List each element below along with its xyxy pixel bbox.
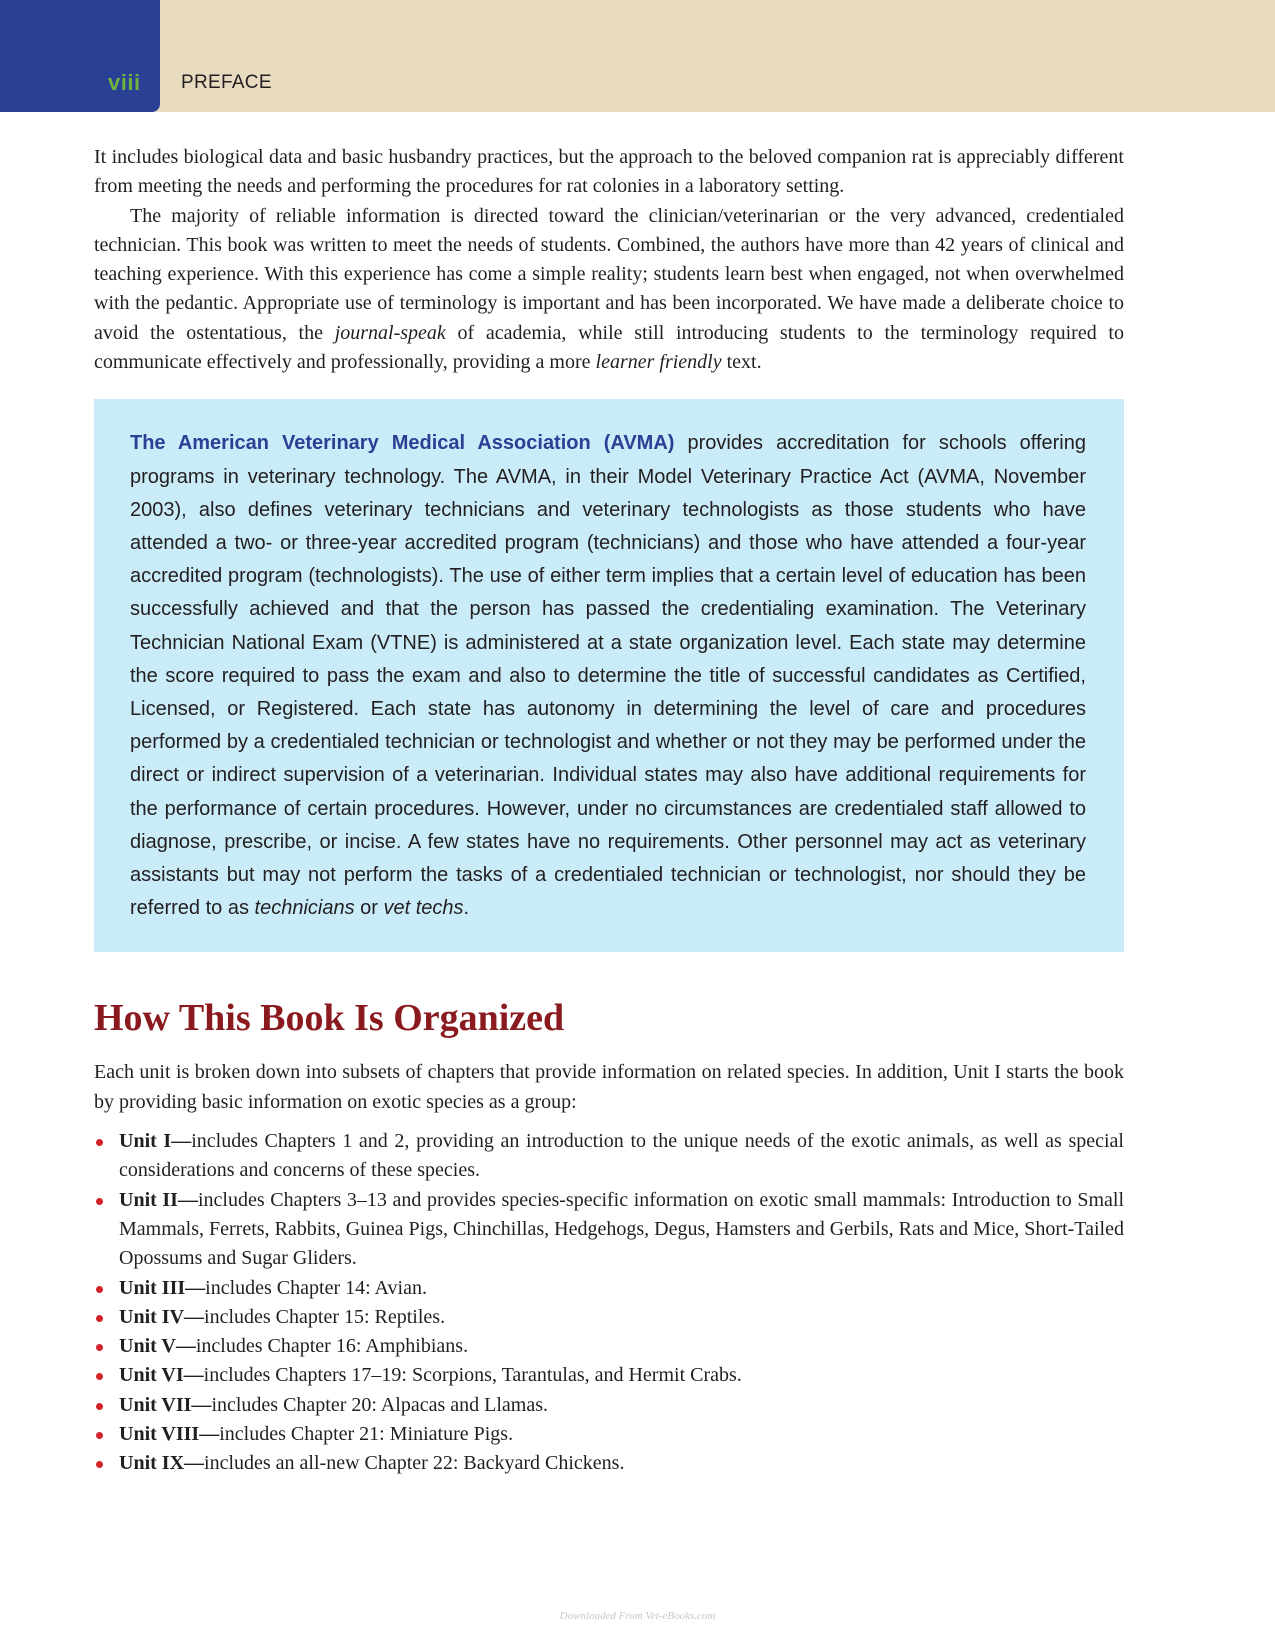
intro-p2-emphasis-2: learner friendly [595, 351, 722, 374]
unit-label: Unit IX— [119, 1452, 205, 1475]
callout-emphasis-1: technicians [254, 897, 355, 920]
list-item [94, 1332, 1124, 1361]
bullet-icon [96, 1344, 103, 1351]
list-item [94, 1420, 1124, 1449]
list-item [94, 1186, 1124, 1274]
header-bar [0, 0, 1275, 112]
unit-label: Unit I— [119, 1130, 192, 1153]
section-heading: How This Book Is Organized [94, 997, 565, 1040]
unit-text: includes Chapters 1 and 2, providing an introduction to the unique needs of the exotic animals, as well as special considerations and concerns of these species. [119, 1130, 1124, 1182]
unit-label: Unit VIII— [119, 1422, 220, 1445]
intro-p2-text-a: The majority of reliable information is directed toward the clinician/veterinarian or the very advanced, credentialed technician. This book was written to meet the needs of students. Combined, the authors have more than 42 years of clinical and teaching experience. With this experience has come a simple reality; students learn best when engaged, not when overwhelmed with the pedantic. Appropriate use of terminology is important and has been incorporated. We have made a deliberate choice to avoid the ostentatious, the [94, 204, 1124, 344]
bullet-icon [96, 1432, 103, 1439]
bullet-icon [96, 1315, 103, 1322]
organization-intro: Each unit is broken down into subsets of chapters that provide information on related species. In addition, Unit I starts the book by providing basic information on exotic species as a group: [94, 1061, 1124, 1113]
unit-text: includes an all-new Chapter 22: Backyard Chickens. [204, 1452, 625, 1475]
unit-label: Unit II— [119, 1188, 198, 1211]
unit-label: Unit VII— [119, 1393, 212, 1416]
unit-text: includes Chapter 20: Alpacas and Llamas. [211, 1393, 549, 1416]
callout-body: provides accreditation for schools offering programs in veterinary technology. The AVMA, in their Model Veterinary Practice Act (AVMA, November 2003), also defines veterinary technicians and veterinary technologists as those students who have attended a two- or three-year accredited program (technicians) and those who have attended a four-year accredited program (technologists). The use of either term implies that a certain level of education has been successfully achieved and that the person has passed the credentialing examination. The Veterinary Technician National Exam (VTNE) is administered at a state organization level. Each state may determine the score required to pass the exam and also to determine the title of successful candidates as Certified, Licensed, or Registered. Each state has autonomy in determining the level of care and procedures performed by a credentialed technician or technologist and whether or not they may be performed under the direct or indirect supervision of a veterinarian. Individual states may also have additional requirements for the performance of certain procedures. However, under no circumstances are credentialed staff allowed to diagnose, prescribe, or incise. A few states have no requirements. Other personnel may act as veterinary assistants but may not perform the tasks of a credentialed technician or technologist, nor should they be referred to as [130, 432, 1086, 920]
bullet-icon [96, 1403, 103, 1410]
intro-p2-text-b: of academia, while still introducing students to the terminology required to communicate effectively and professionally, providing a more [94, 321, 1124, 374]
callout-end: . [463, 897, 470, 920]
list-item [94, 1449, 1124, 1478]
unit-text: includes Chapter 16: Amphibians. [195, 1335, 469, 1358]
list-item [94, 1274, 1124, 1303]
intro-paragraph-2 [94, 202, 1124, 378]
unit-label: Unit V— [119, 1335, 196, 1358]
unit-label: Unit VI— [119, 1364, 204, 1387]
bullet-icon [96, 1198, 103, 1205]
avma-callout-box [94, 399, 1124, 952]
page-content [94, 143, 1124, 1479]
unit-label: Unit IV— [119, 1305, 205, 1328]
section-label: PREFACE [181, 72, 272, 93]
unit-text: includes Chapters 3–13 and provides species-specific information on exotic small mammals: Introduction to Small Mammals, Ferrets, Rabbits, Guinea Pigs, Chinchillas, Hedgehogs, Degus, Hamsters and Gerbils, Rats and Mice, Short-Tailed Opossums and Sugar Gliders. [119, 1188, 1124, 1270]
callout-mid: or [354, 897, 384, 920]
bullet-icon [96, 1461, 103, 1468]
unit-text: includes Chapter 14: Avian. [205, 1276, 427, 1299]
unit-text: includes Chapter 21: Miniature Pigs. [219, 1422, 514, 1445]
unit-label: Unit III— [119, 1276, 206, 1299]
intro-p2-text-c: text. [721, 351, 762, 374]
callout-lead: The American Veterinary Medical Association (AVMA) [130, 432, 675, 455]
bullet-icon [96, 1139, 103, 1146]
intro-p2-emphasis-1: journal-speak [334, 321, 446, 344]
list-item [94, 1391, 1124, 1420]
unit-text: includes Chapter 15: Reptiles. [204, 1305, 446, 1328]
list-item [94, 1361, 1124, 1390]
bullet-icon [96, 1286, 103, 1293]
list-item [94, 1303, 1124, 1332]
page-number: viii [108, 70, 141, 95]
footer-watermark: Downloaded From Vet-eBooks.com [559, 1610, 716, 1622]
unit-list [94, 1127, 1124, 1479]
list-item [94, 1127, 1124, 1186]
unit-text: includes Chapters 17–19: Scorpions, Tarantulas, and Hermit Crabs. [203, 1364, 742, 1387]
bullet-icon [96, 1373, 103, 1380]
callout-emphasis-2: vet techs [383, 897, 464, 920]
intro-paragraph-1: It includes biological data and basic husbandry practices, but the approach to the beloved companion rat is appreciably different from meeting the needs and performing the procedures for rat colonies in a laboratory setting. [94, 146, 1124, 198]
